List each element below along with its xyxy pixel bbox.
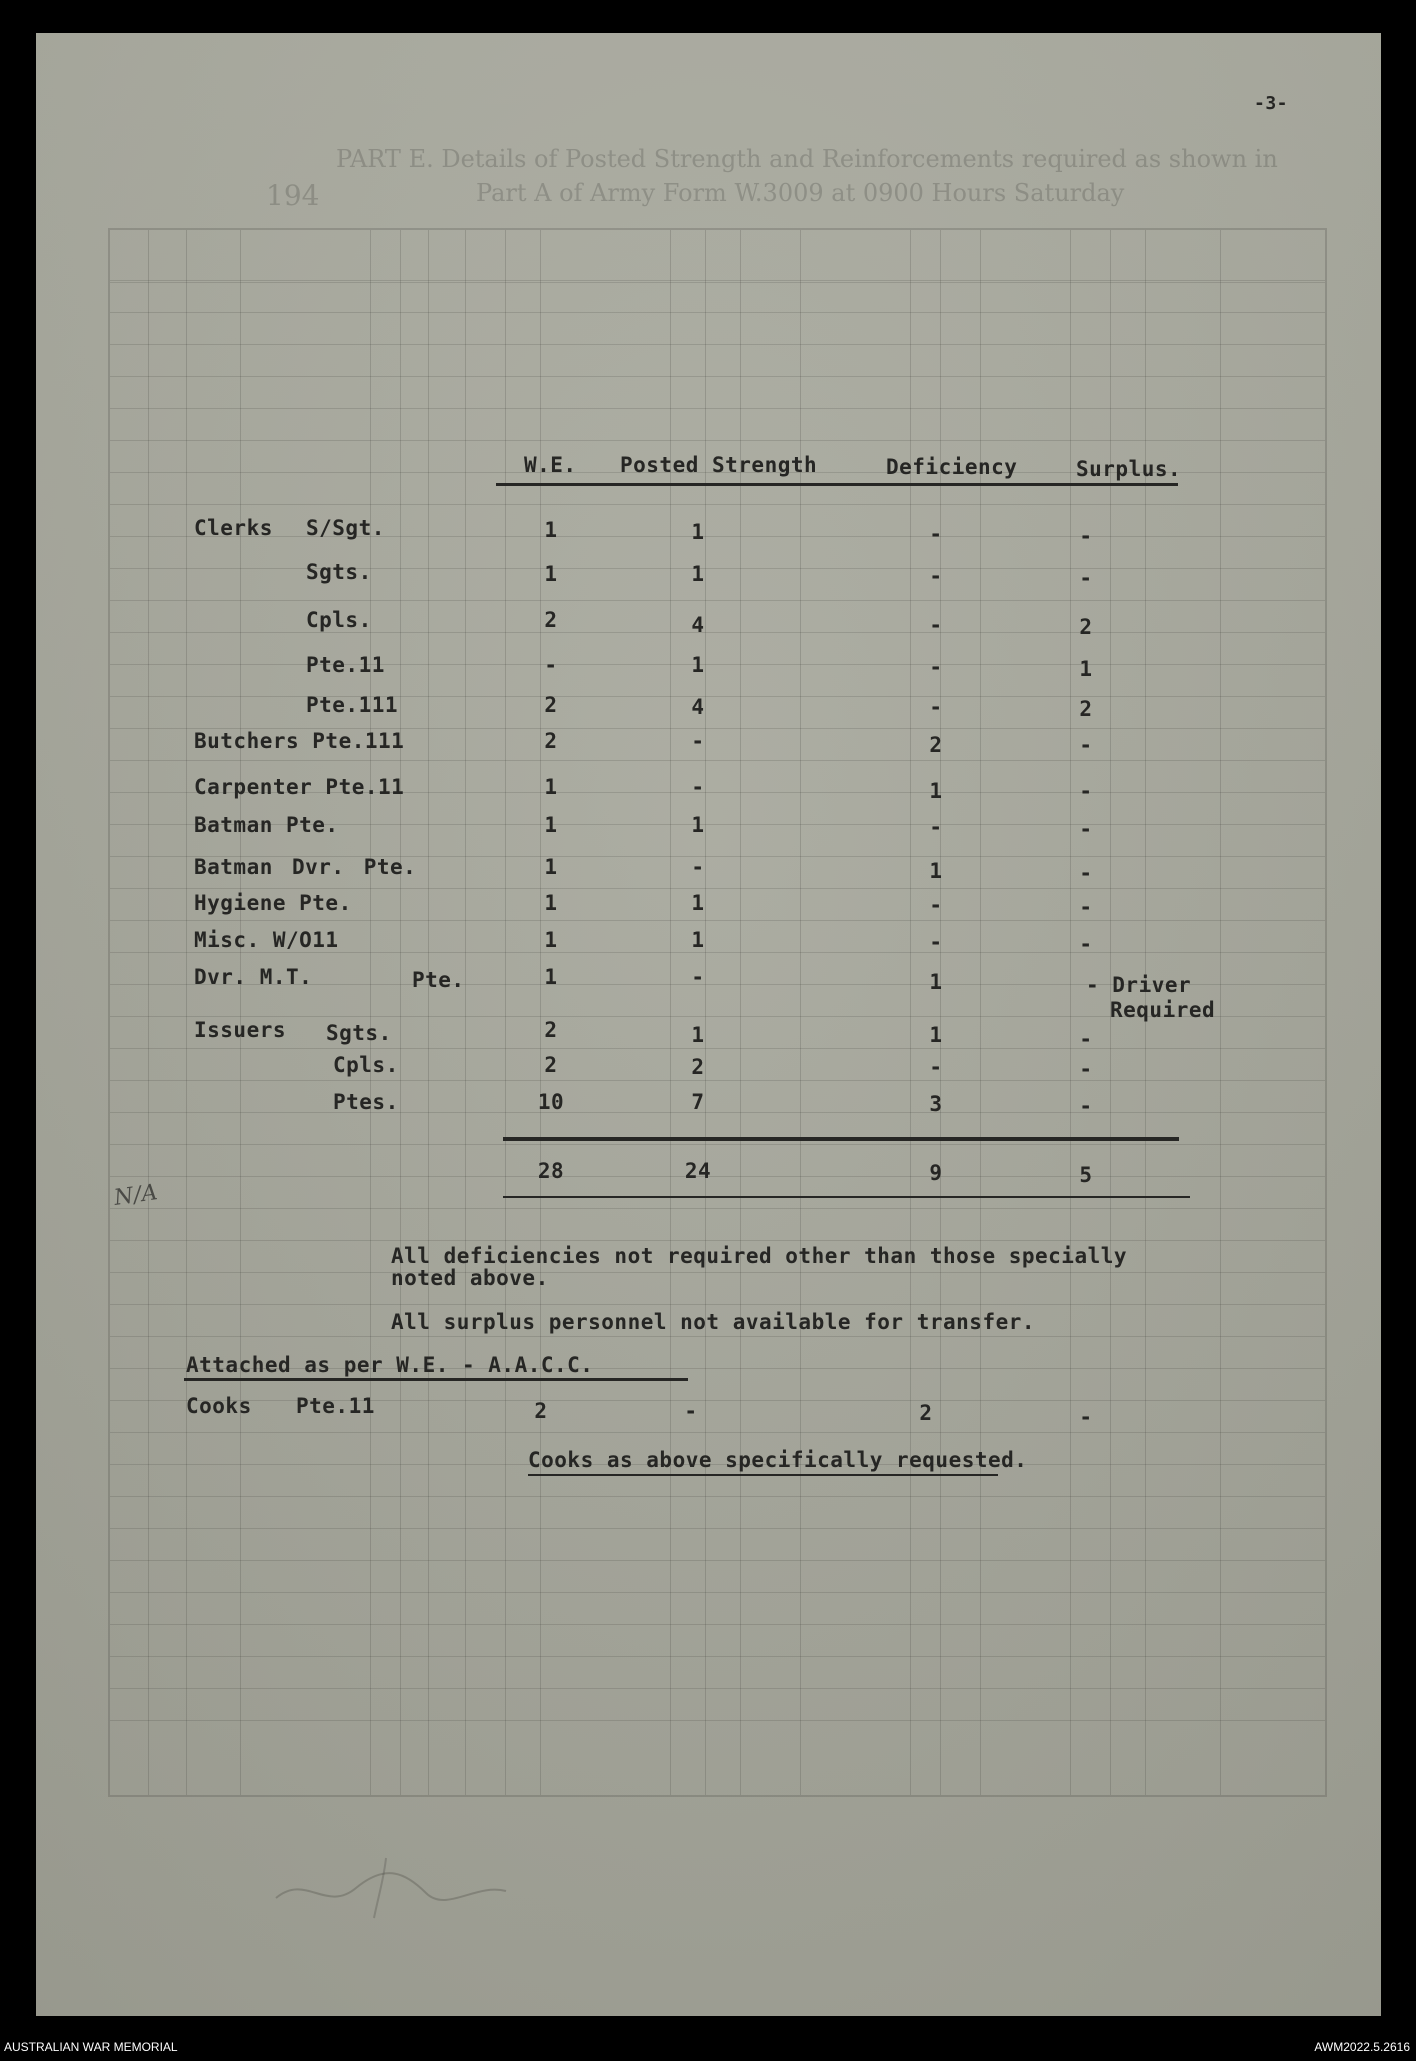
cell-surplus: 2 [1079, 697, 1093, 721]
form-part-subtitle: Part A of Army Form W.3009 at 0900 Hours Saturday [476, 179, 1125, 207]
cell-posted: 4 [691, 613, 705, 637]
row-label: Clerks [194, 516, 273, 540]
cell-deficiency: 1 [929, 859, 943, 883]
attached-remark: Cooks as above specifically requested. [528, 1448, 1028, 1472]
cell-surplus: - [1079, 566, 1093, 590]
cell-posted: 7 [691, 1090, 705, 1114]
cell-surplus: - [1079, 1094, 1093, 1118]
row-rank: Pte.11 [306, 653, 385, 677]
cell-we: 1 [544, 965, 558, 989]
total-deficiency: 9 [929, 1161, 943, 1185]
footer-left: AUSTRALIAN WAR MEMORIAL [4, 2040, 178, 2054]
cell-we: - [544, 653, 558, 677]
cell-we: 1 [544, 928, 558, 952]
cell-surplus: - [1079, 1027, 1093, 1051]
driver-required-note: Required [1110, 998, 1216, 1022]
cell-surplus: - [1079, 817, 1093, 841]
cell-surplus: - [1079, 861, 1093, 885]
cell-surplus: - [1079, 1057, 1093, 1081]
row-rank: Cpls. [333, 1053, 399, 1077]
attached-heading-underline [184, 1378, 688, 1381]
totals-rule-bottom [503, 1196, 1190, 1198]
attached-we: 2 [534, 1399, 548, 1423]
col-header-we: W.E. [524, 453, 577, 477]
row-label: Batman Pte. [194, 813, 339, 837]
cell-posted: 1 [691, 520, 705, 544]
cell-posted: 1 [691, 1023, 705, 1047]
cell-posted: 1 [691, 928, 705, 952]
attached-rank: Pte.11 [296, 1394, 375, 1418]
cell-posted: 4 [691, 695, 705, 719]
form-year: 194 [266, 179, 320, 212]
cell-deficiency: 1 [929, 779, 943, 803]
header-underline [496, 483, 1178, 486]
total-surplus: 5 [1079, 1163, 1093, 1187]
attached-heading: Attached as per W.E. - A.A.C.C. [186, 1353, 594, 1377]
cell-deficiency: - [929, 522, 943, 546]
col-header-deficiency: Deficiency [886, 455, 1018, 479]
cell-surplus: - [1079, 524, 1093, 548]
row-label: Issuers [194, 1018, 287, 1042]
cell-deficiency: - [929, 695, 943, 719]
cell-surplus: - [1079, 932, 1093, 956]
cell-surplus: - [1079, 779, 1093, 803]
cell-deficiency: - [929, 893, 943, 917]
col-header-posted: Posted Strength [620, 453, 818, 477]
cell-posted: 1 [691, 813, 705, 837]
cell-deficiency: - [929, 655, 943, 679]
cell-deficiency: 1 [929, 970, 943, 994]
cell-we: 1 [544, 891, 558, 915]
row-rank: S/Sgt. [306, 516, 385, 540]
cell-we: 2 [544, 608, 558, 632]
row-rank: Pte.111 [306, 693, 399, 717]
document-page [36, 33, 1381, 2016]
cell-we: 1 [544, 855, 558, 879]
footer-right: AWM2022.5.2616 [1314, 2040, 1410, 2054]
cell-we: 1 [544, 518, 558, 542]
margin-note: N/A [112, 1180, 160, 1211]
cell-deficiency: 1 [929, 1023, 943, 1047]
note-deficiencies-line1: All deficiencies not required other than those specially [391, 1244, 1128, 1268]
cell-deficiency: 3 [929, 1092, 943, 1116]
row-label: Misc. W/O11 [194, 928, 339, 952]
cell-we: 10 [537, 1090, 565, 1114]
cell-deficiency: - [929, 613, 943, 637]
cell-posted: 1 [691, 891, 705, 915]
totals-rule-top [503, 1137, 1179, 1141]
page-mark: -3- [1254, 93, 1289, 114]
cell-surplus: 2 [1079, 615, 1093, 639]
row-label: Dvr. M.T. [194, 965, 313, 989]
total-posted: 24 [684, 1159, 712, 1183]
cell-surplus: 1 [1079, 657, 1093, 681]
col-header-surplus: Surplus. [1076, 457, 1182, 481]
cell-surplus: - [1079, 895, 1093, 919]
cell-deficiency: - [929, 930, 943, 954]
cell-we: 1 [544, 775, 558, 799]
cell-posted: - [691, 855, 705, 879]
total-we: 28 [537, 1159, 565, 1183]
row-rank: Cpls. [306, 608, 372, 632]
note-deficiencies-line2: noted above. [391, 1266, 549, 1290]
cell-deficiency: 2 [929, 733, 943, 757]
row-label: Hygiene Pte. [194, 891, 352, 915]
row-label: Butchers Pte.111 [194, 729, 405, 753]
attached-remark-underline [528, 1474, 998, 1476]
cell-deficiency: - [929, 1055, 943, 1079]
cell-we: 2 [544, 1053, 558, 1077]
cell-posted: - [691, 965, 705, 989]
row-rank: Sgts. [306, 560, 372, 584]
row-label: Batman Dvr. Pte. [194, 855, 417, 879]
signature-mark [266, 1853, 526, 1923]
cell-we: 2 [544, 693, 558, 717]
attached-posted: - [684, 1399, 698, 1423]
note-surplus: All surplus personnel not available for transfer. [391, 1310, 1036, 1334]
cell-we: 1 [544, 562, 558, 586]
cell-surplus: - [1079, 733, 1093, 757]
attached-label: Cooks [186, 1394, 252, 1418]
row-label: Carpenter Pte.11 [194, 775, 405, 799]
row-rank: Pte. [412, 968, 465, 992]
cell-we: 2 [544, 729, 558, 753]
row-rank: Ptes. [333, 1090, 399, 1114]
attached-surplus: - [1079, 1405, 1093, 1429]
cell-posted: - [691, 775, 705, 799]
cell-we: 2 [544, 1018, 558, 1042]
cell-posted: - [691, 729, 705, 753]
cell-posted: 2 [691, 1055, 705, 1079]
cell-posted: 1 [691, 562, 705, 586]
cell-we: 1 [544, 813, 558, 837]
row-rank: Sgts. [326, 1021, 392, 1045]
cell-surplus-driver: - Driver [1086, 973, 1192, 997]
cell-deficiency: - [929, 815, 943, 839]
attached-deficiency: 2 [919, 1401, 933, 1425]
form-part-title: PART E. Details of Posted Strength and Reinforcements required as shown in [336, 145, 1278, 173]
cell-posted: 1 [691, 653, 705, 677]
cell-deficiency: - [929, 564, 943, 588]
